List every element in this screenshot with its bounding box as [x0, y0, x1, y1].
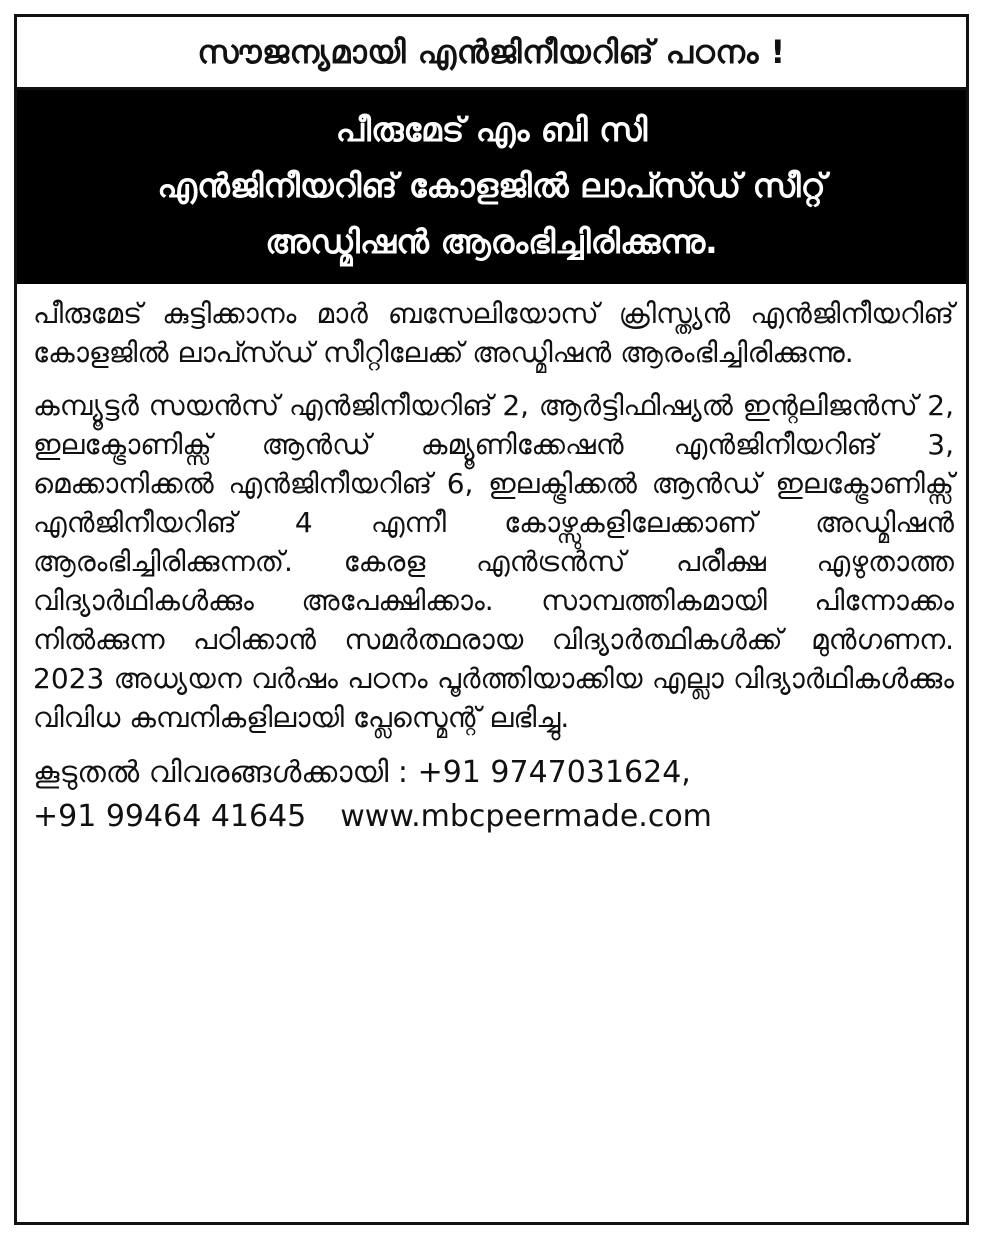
intro-paragraph: പീരുമേട് കുട്ടിക്കാനം മാർ ബസേലിയോസ് ക്രിസ്ത്യൻ എൻജിനീയറിങ് കോളജിൽ ലാപ്സ്ഡ് സീറ്റിലേക്ക് അഡ്മിഷൻ ആരംഭിച്ചിരിക്കുന്നു.: [33, 297, 954, 369]
phone-number-2: +91 99464 41645: [33, 799, 307, 834]
banner-line-1: പീരുമേട് എം ബി സി: [335, 110, 648, 149]
contact-line-2: [33, 795, 954, 839]
banner-line-3: അഡ്മിഷൻ ആരംഭിച്ചിരിക്കുന്നു.: [265, 222, 718, 261]
courses-paragraph: കമ്പ്യൂട്ടർ സയൻസ് എൻജിനീയറിങ് 2, ആർട്ടിഫിഷ്യൽ ഇന്റലിജൻസ് 2, ഇലക്ട്രോണിക്സ് ആൻഡ് കമ്യൂണിക്കേഷൻ എൻജിനീയറിങ് 3, മെക്കാനിക്കൽ എൻജിനീയറിങ് 6, ഇലക്ട്രിക്കൽ ആൻഡ് ഇലക്ട്രോണിക്സ് എൻജിനീയറിങ് 4 എന്നീ കോഴ്സുകളിലേക്കാണ് അഡ്മിഷൻ ആരംഭിച്ചിരിക്കുന്നത്. കേരള എൻട്രൻസ് പരീക്ഷ എഴുതാത്ത വിദ്യാർഥികൾക്കും അപേക്ഷിക്കാം. സാമ്പത്തികമായി പിന്നോക്കം നിൽക്കുന്ന പഠിക്കാൻ സമർത്ഥരായ വിദ്യാർത്ഥികൾക്ക് മുൻഗണന. 2023 അധ്യയന വർഷം പഠനം പൂർത്തിയാക്കിയ എല്ലാ വിദ്യാർഥികൾക്കും വിവിധ കമ്പനികളിലായി പ്ലേസ്മെന്റ് ലഭിച്ചു.: [33, 389, 954, 734]
advertisement-frame: [14, 14, 969, 1225]
website-link: www.mbcpeermade.com: [340, 799, 712, 834]
headline: സൗജന്യമായി എൻജിനീയറിങ് പഠനം !: [17, 17, 966, 90]
contact-line-1: [33, 751, 954, 795]
banner-line-2: എൻജിനീയറിങ് കോളജിൽ ലാപ്സ്ഡ് സീറ്റ്: [157, 166, 826, 205]
article-body: [17, 284, 966, 839]
announcement-banner: [17, 90, 966, 284]
contact-info: [33, 751, 954, 839]
contact-label: കൂടുതൽ വിവരങ്ങൾക്കായി :: [33, 755, 409, 790]
phone-number-1: +91 9747031624,: [417, 755, 691, 790]
